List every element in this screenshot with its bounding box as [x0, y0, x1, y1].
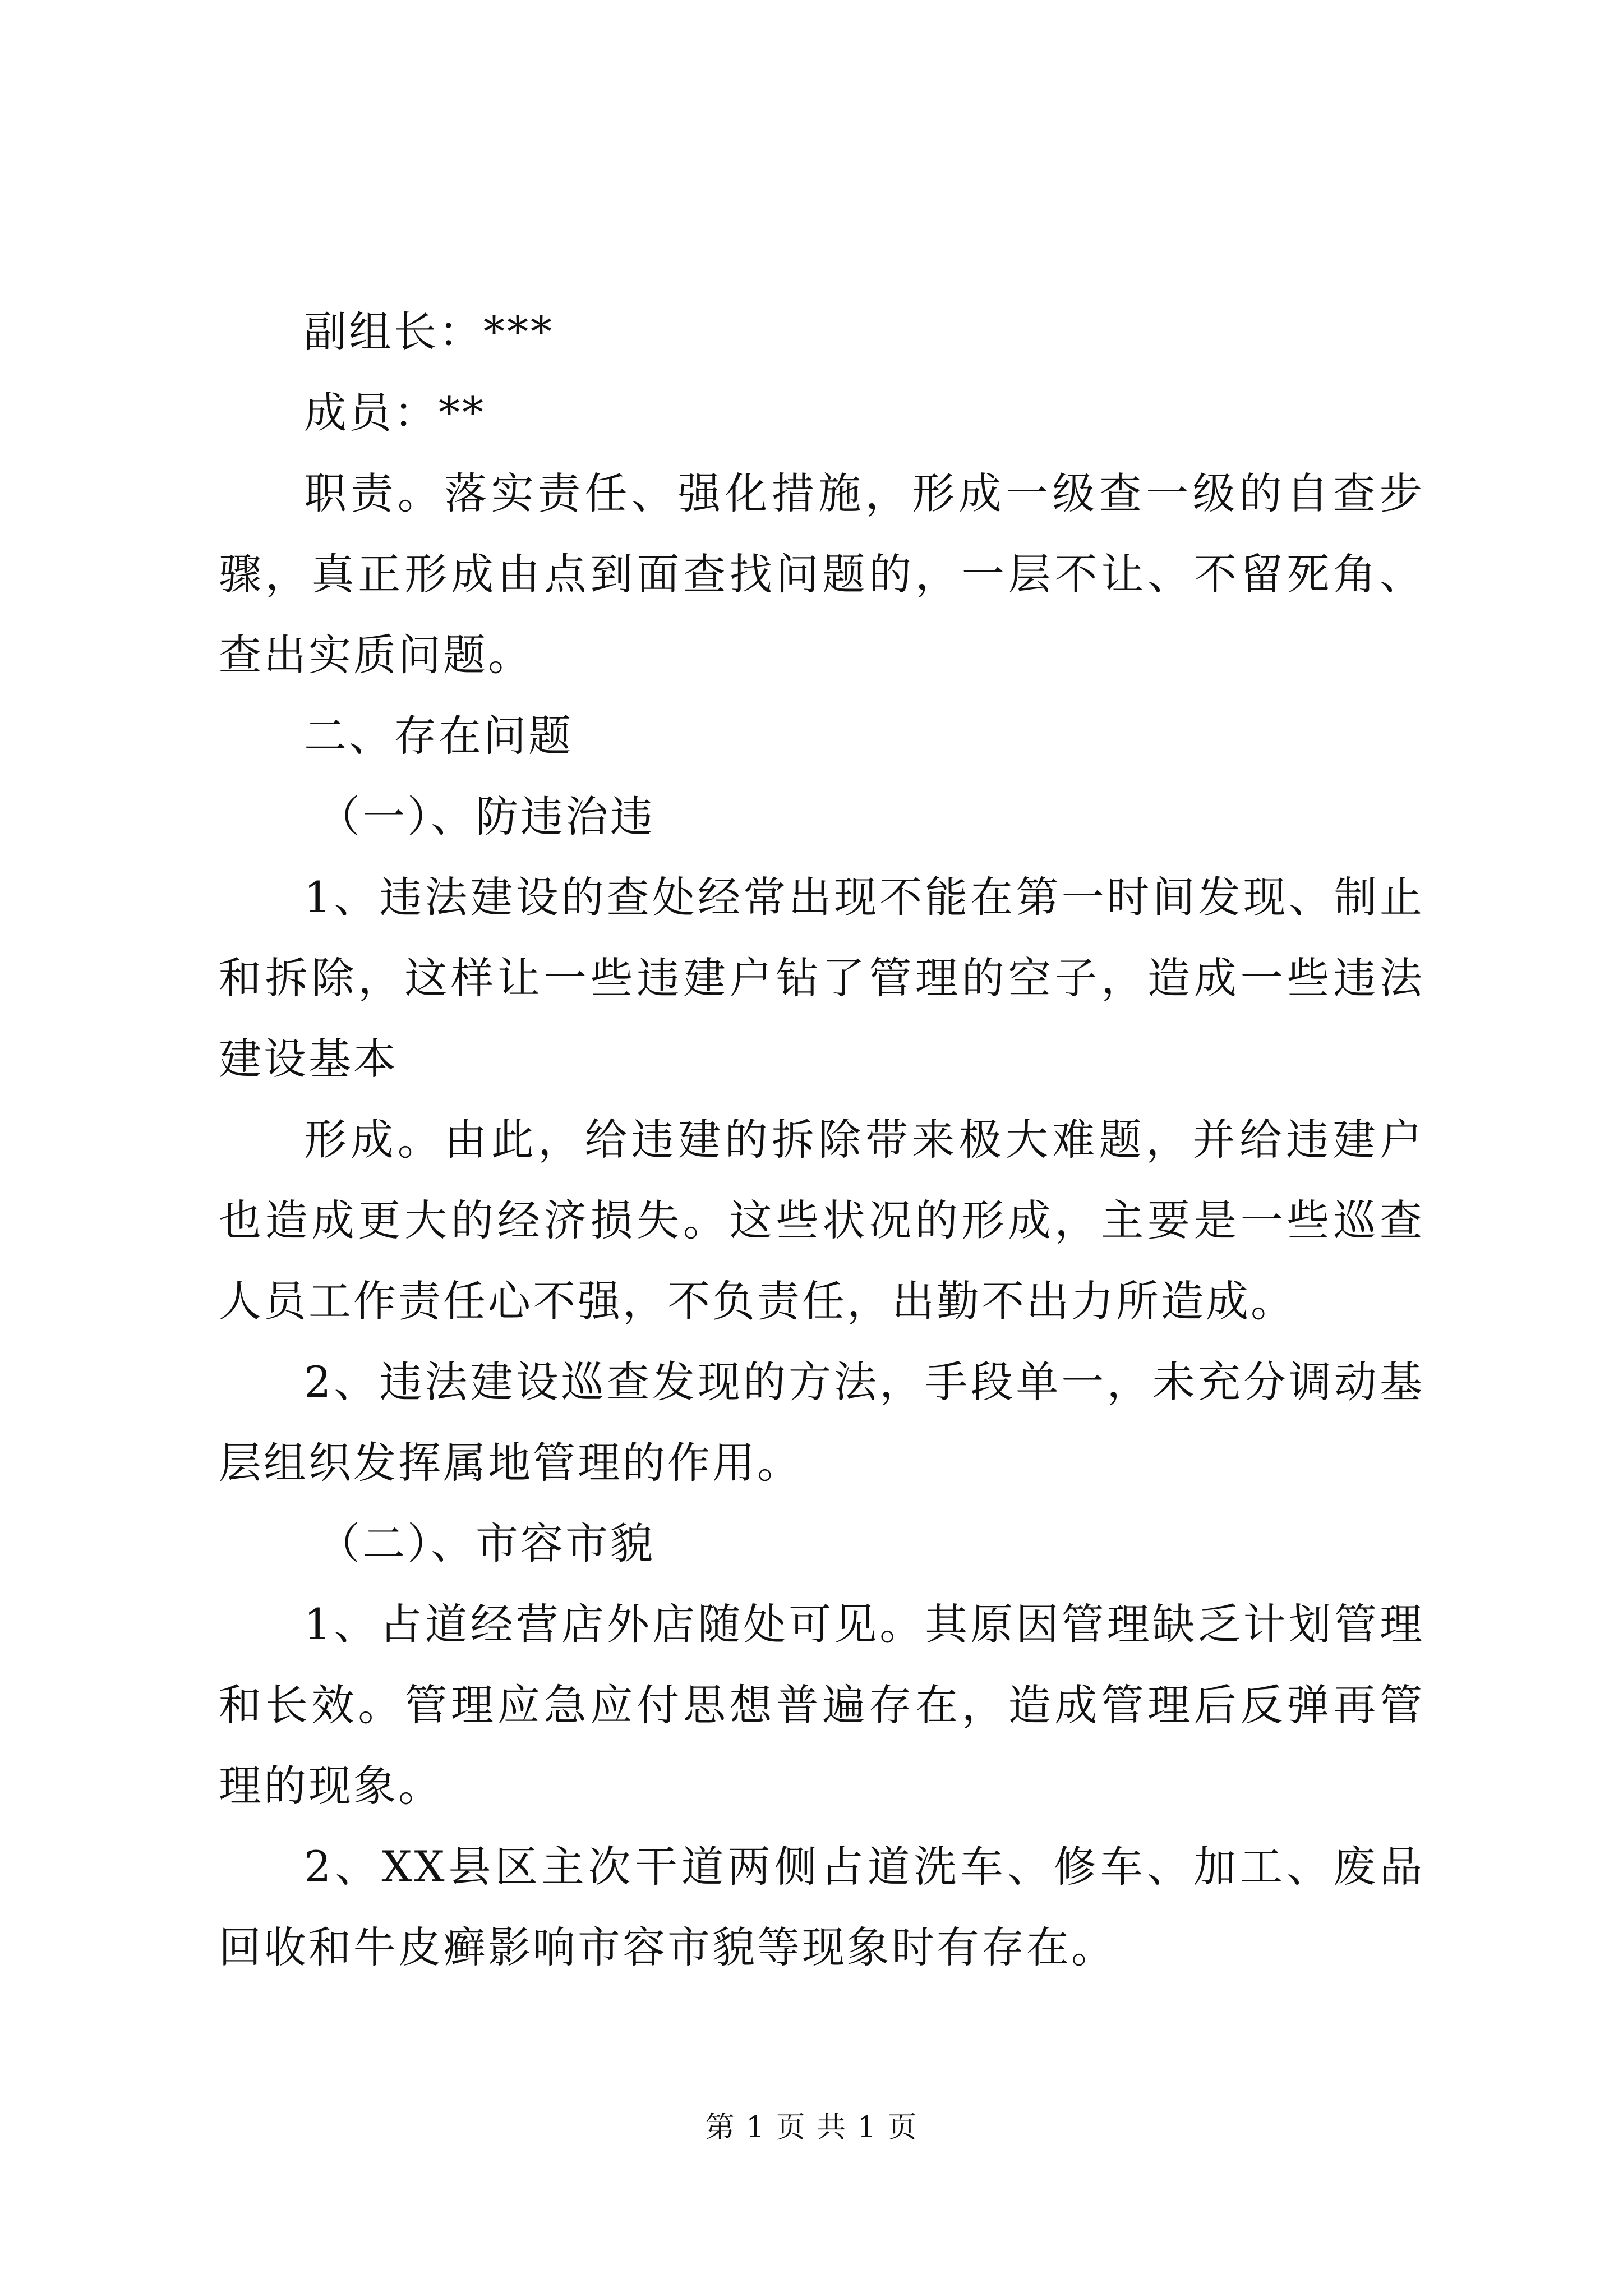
page-number-footer: 第 1 页 共 1 页 — [705, 2111, 918, 2145]
city-appearance-item-1: 1、占道经营店外店随处可见。其原因管理缺乏计划管理和长效。管理应急应付思想普遍存在，造成管理后反弹再管理的现象。 — [219, 1599, 1424, 1811]
deputy-leader-line: 副组长：*** — [304, 307, 554, 357]
subsection-heading-city-appearance: （二）、市容市貌 — [317, 1519, 655, 1568]
responsibilities-paragraph: 职责。落实责任、强化措施，形成一级查一级的自查步骤，真正形成由点到面查找问题的，一层不让、不留死角、查出实质问题。 — [219, 468, 1424, 680]
illegal-construction-item-1: 1、违法建设的查处经常出现不能在第一时间发现、制止和拆除，这样让一些违建户钻了管理的空子，造成一些违法建设基本 — [219, 872, 1424, 1084]
city-appearance-item-2: 2、XX县区主次干道两侧占道洗车、修车、加工、废品回收和牛皮癣影响市容市貌等现象时有存在。 — [219, 1842, 1424, 1972]
document-body — [219, 292, 1424, 1988]
illegal-construction-item-2: 2、违法建设巡查发现的方法，手段单一，未充分调动基层组织发挥属地管理的作用。 — [219, 1357, 1424, 1488]
subsection-heading-illegal-construction: （一）、防违治违 — [317, 792, 655, 841]
members-line: 成员：** — [304, 388, 486, 438]
section-heading-existing-problems: 二、存在问题 — [304, 711, 573, 761]
illegal-construction-item-1-continued: 形成。由此，给违建的拆除带来极大难题，并给违建户也造成更大的经济损失。这些状况的形成，主要是一些巡查人员工作责任心不强，不负责任，出勤不出力所造成。 — [219, 1115, 1424, 1326]
